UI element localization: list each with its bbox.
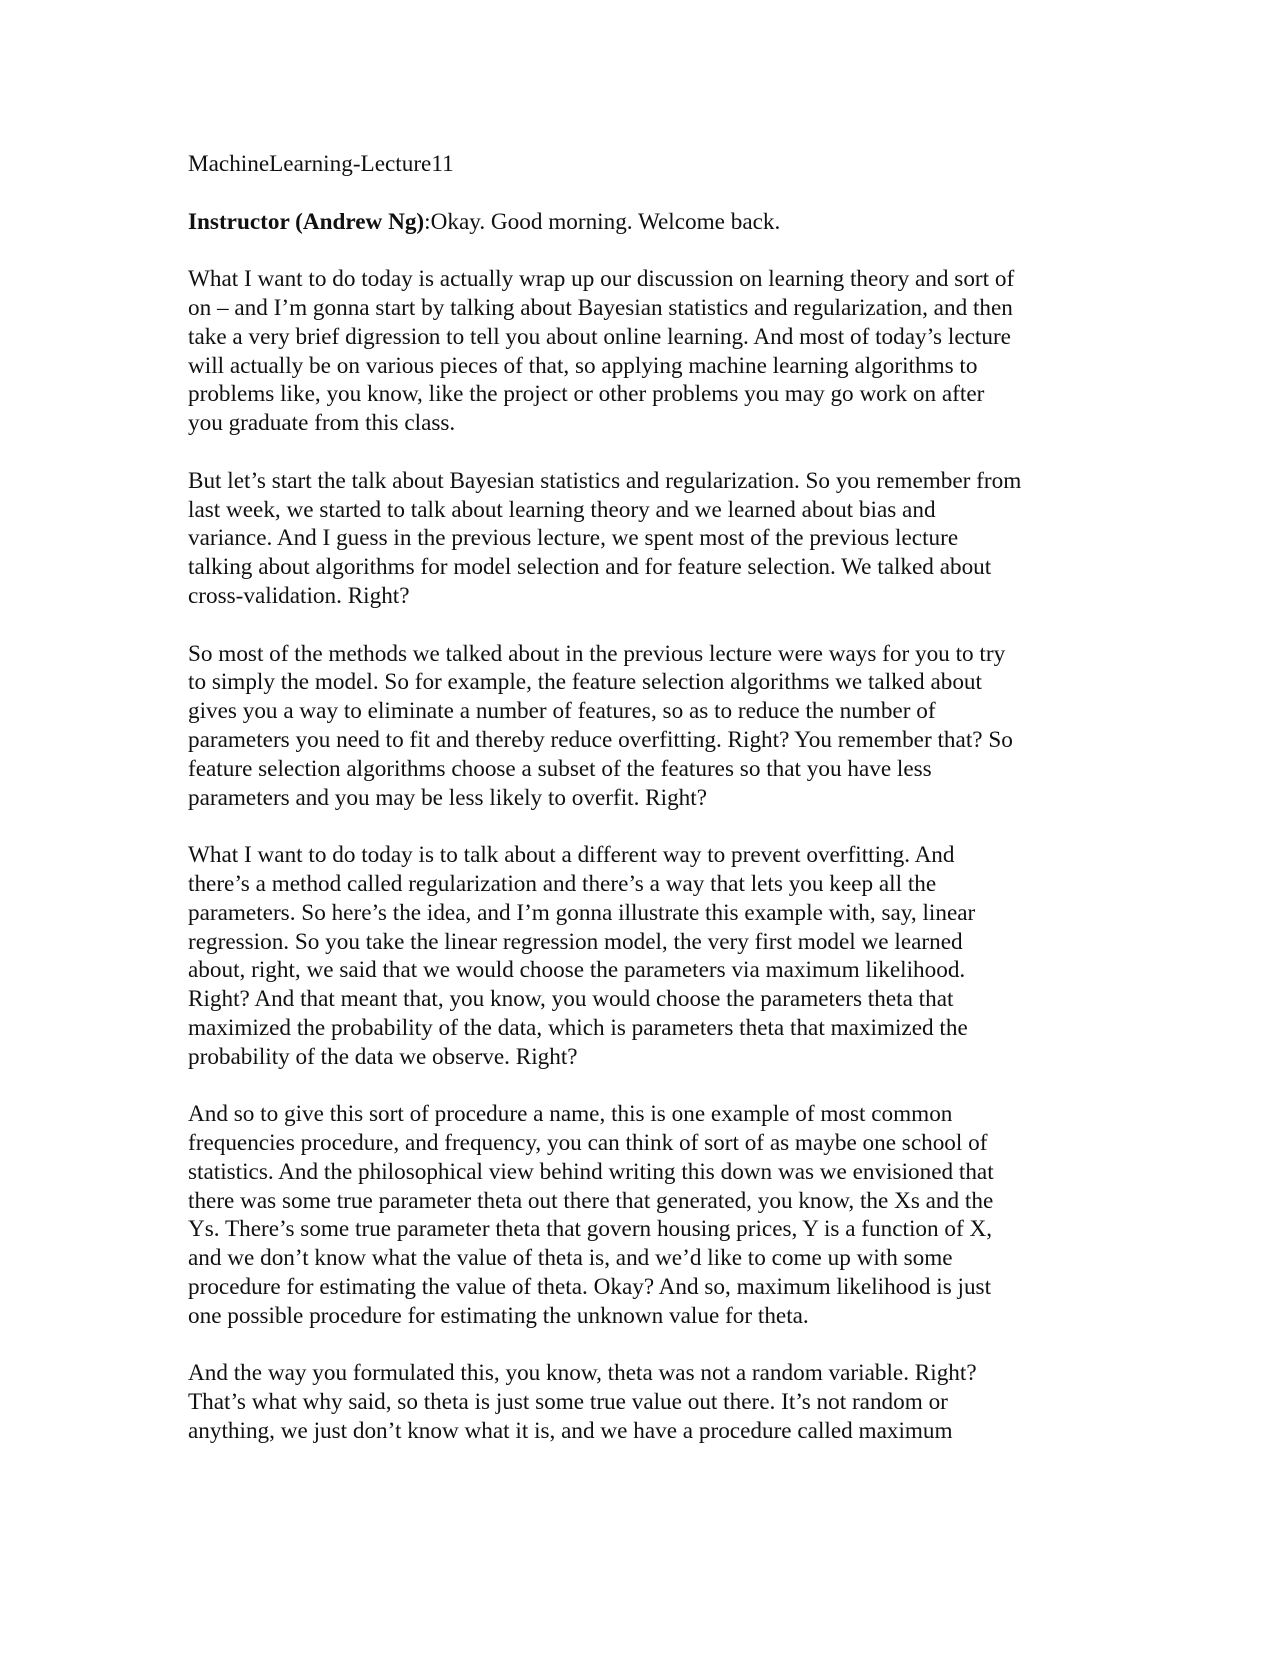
text-line: about, right, we said that we would choose the parameters via maximum likelihood. xyxy=(188,957,966,984)
document-body xyxy=(188,150,1088,1475)
text-line: That’s what why said, so theta is just some true value out there. It’s not random or xyxy=(188,1389,948,1416)
text-line: one possible procedure for estimating the unknown value for theta. xyxy=(188,1302,809,1329)
text-line: take a very brief digression to tell you about online learning. And most of today’s lecture xyxy=(188,323,1011,350)
text-line: there’s a method called regularization and there’s a way that lets you keep all the xyxy=(188,870,937,897)
text-line: parameters you need to fit and thereby reduce overfitting. Right? You remember that? So xyxy=(188,726,1013,753)
paragraph xyxy=(188,841,1088,1071)
text-line: parameters. So here’s the idea, and I’m gonna illustrate this example with, say, linear xyxy=(188,899,976,926)
text-line: on – and I’m gonna start by talking about Bayesian statistics and regularization, and then xyxy=(188,294,1013,321)
paragraph xyxy=(188,1359,1088,1445)
text-line: So most of the methods we talked about in the previous lecture were ways for you to try xyxy=(188,640,1006,667)
text-line: Right? And that meant that, you know, you would choose the parameters theta that xyxy=(188,986,954,1013)
paragraph xyxy=(188,265,1088,438)
speaker-name: Instructor (Andrew Ng) xyxy=(188,208,425,235)
paragraph xyxy=(188,640,1088,813)
text-line: frequencies procedure, and frequency, you can think of sort of as maybe one school of xyxy=(188,1130,988,1157)
text-line: to simply the model. So for example, the feature selection algorithms we talked about xyxy=(188,669,982,696)
text-line: last week, we started to talk about learning theory and we learned about bias and xyxy=(188,496,936,523)
text-line: And the way you formulated this, you know, theta was not a random variable. Right? xyxy=(188,1360,977,1387)
text-line: problems like, you know, like the project or other problems you may go work on after xyxy=(188,381,985,408)
text-line: probability of the data we observe. Right? xyxy=(188,1043,578,1070)
text-line: statistics. And the philosophical view behind writing this down was we envisioned that xyxy=(188,1158,994,1185)
text-line: parameters and you may be less likely to overfit. Right? xyxy=(188,784,708,811)
text-line: feature selection algorithms choose a subset of the features so that you have less xyxy=(188,755,932,782)
text-line: maximized the probability of the data, which is parameters theta that maximized the xyxy=(188,1014,968,1041)
text-line: will actually be on various pieces of that, so applying machine learning algorithms to xyxy=(188,352,978,379)
text-line: talking about algorithms for model selection and for feature selection. We talked about xyxy=(188,554,992,581)
text-line: And so to give this sort of procedure a name, this is one example of most common xyxy=(188,1101,953,1128)
text-line: cross-validation. Right? xyxy=(188,582,410,609)
speaker-line xyxy=(188,208,1088,237)
text-line: variance. And I guess in the previous lecture, we spent most of the previous lecture xyxy=(188,525,959,552)
text-line: What I want to do today is actually wrap up our discussion on learning theory and sort of xyxy=(188,266,1015,293)
text-line: regression. So you take the linear regression model, the very first model we learned xyxy=(188,928,963,955)
document-title: MachineLearning-Lecture11 xyxy=(188,151,454,177)
paragraph xyxy=(188,467,1088,611)
text-line: Ys. There’s some true parameter theta that govern housing prices, Y is a function of X, xyxy=(188,1216,993,1243)
text-line: you graduate from this class. xyxy=(188,410,456,437)
paragraph xyxy=(188,1100,1088,1330)
text-line: anything, we just don’t know what it is, and we have a procedure called maximum xyxy=(188,1418,953,1445)
text-line: procedure for estimating the value of theta. Okay? And so, maximum likelihood is just xyxy=(188,1274,992,1301)
text-line: there was some true parameter theta out there that generated, you know, the Xs and the xyxy=(188,1187,994,1214)
text-line: and we don’t know what the value of theta is, and we’d like to come up with some xyxy=(188,1245,953,1272)
text-line: What I want to do today is to talk about a different way to prevent overfitting. And xyxy=(188,842,955,869)
text-line: gives you a way to eliminate a number of features, so as to reduce the number of xyxy=(188,698,936,725)
text-line: But let’s start the talk about Bayesian statistics and regularization. So you remember from xyxy=(188,467,1022,494)
speaker-text: :Okay. Good morning. Welcome back. xyxy=(424,208,781,235)
